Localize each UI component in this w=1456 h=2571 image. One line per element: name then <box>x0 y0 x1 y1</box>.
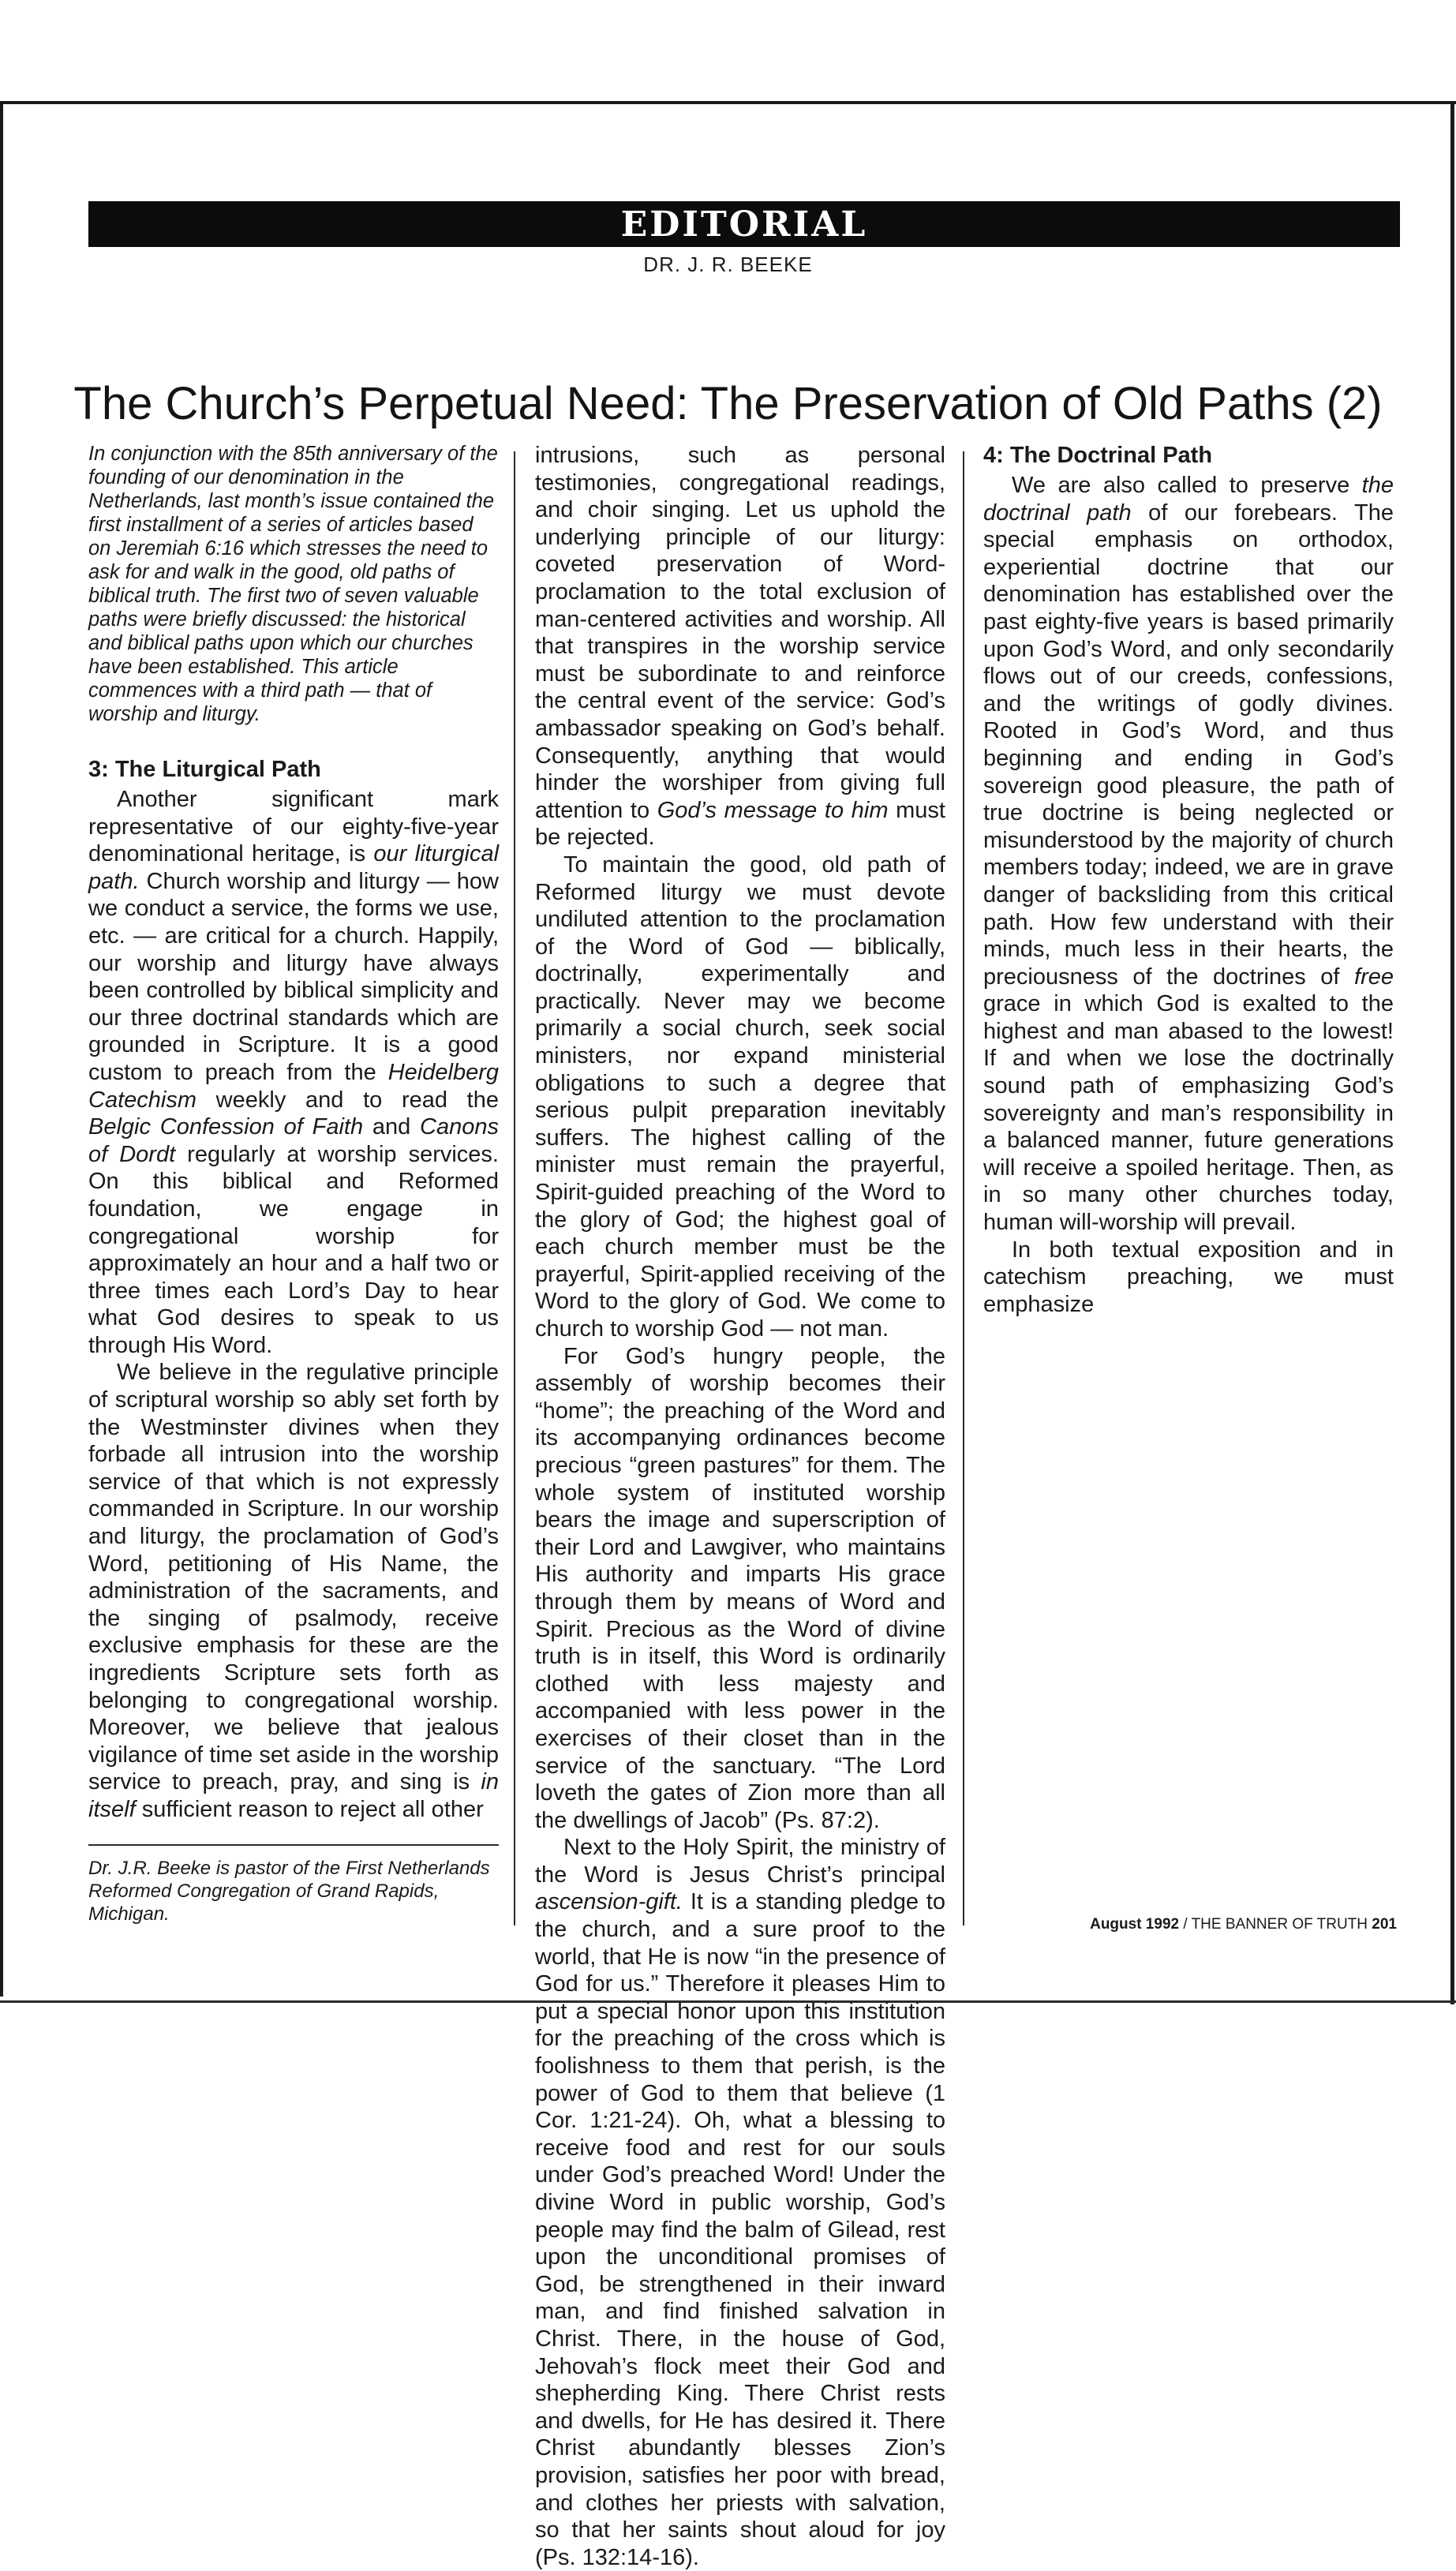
column-3 <box>983 442 1394 1318</box>
paragraph: We believe in the regulative principle of scriptural worship so ably set forth by the Westminster divines when they forbade all intrusion into the worship service of that which is not expressly commanded in Scripture. In our worship and liturgy, the proclamation of God’s Word, petitioning of His Name, the administration of the sacraments, and the singing of psalmody, receive exclusive emphasis for these are the ingredients Scripture sets forth as belonging to congregational worship. Moreover, we believe that jealous vigilance of time set aside in the worship service to preach, pray, and sing is in itself sufficient reason to reject all other <box>88 1360 499 1822</box>
column-2 <box>535 442 945 2571</box>
issue-date: August 1992 <box>1090 1916 1180 1933</box>
scan-edge-top <box>0 101 1456 104</box>
scan-edge-right <box>1450 103 1454 2004</box>
author-note-divider <box>88 1844 499 1925</box>
column-1 <box>88 442 499 1925</box>
column-divider <box>963 451 964 1925</box>
column-divider <box>514 451 515 1925</box>
article-intro: In conjunction with the 85th anniversary of the founding of our denomination in the Netherlands, last month’s issue contained the first installment of a series of articles based on Jeremiah 6:16 which stresses the need to ask for and walk in the good, old paths of biblical truth. The first two of seven valuable paths were briefly discussed: the historical and biblical paths upon which our churches have been established. This article commences with a third path — that of worship and liturgy. <box>88 443 498 725</box>
paragraph: For God’s hungry people, the assembly of worship becomes their “home”; the preaching of the Word and its accompanying ordinances become precious “green pastures” for them. The whole system of instituted worship bears the image and superscription of their Lord and Lawgiver, who maintains His authority and imparts His grace through them by means of Word and Spirit. Precious as the Word of divine truth is in itself, this Word is ordinarily clothed with less majesty and accompanied with less power in the exercises of their closet than in the service of the sanctuary. “The Lord loveth the gates of Zion more than all the dwellings of Jacob” (Ps. 87:2). <box>535 1343 945 1833</box>
page-footer <box>1026 1916 1397 1933</box>
paragraph: We are also called to preserve the doctrinal path of our forebears. The special emphasis on orthodox, experiential doctrine that our denomination has established over the past eighty-five years is based primarily upon God’s Word, and only secondarily flows out of our creeds, confessions, and the writings of godly divines. Rooted in God’s Word, and thus beginning and ending in God’s sovereign good pleasure, the path of true doctrine is being neglected or misunderstood by the majority of church members today; indeed, we are in grave danger of backsliding from this critical path. How few understand with their minds, much less in their hearts, the preciousness of the doctrines of free grace in which God is exalted to the highest and man abased to the lowest! If and when we lose the doctrinally sound path of emphasizing God’s sovereignty and man’s responsibility in a balanced manner, future generations will receive a spoiled heritage. Then, as in so many other churches today, human will-worship will prevail. <box>983 473 1394 1236</box>
paragraph: In both textual exposition and in catechism preaching, we must emphasize <box>983 1237 1394 1317</box>
section-label: EDITORIAL <box>620 204 868 245</box>
editorial-banner <box>88 201 1400 247</box>
scan-edge-left <box>0 103 3 1997</box>
paragraph: intrusions, such as personal testimonies, congregational readings, and choir singing. Let us uphold the underlying principle of our liturgy: coveted preservation of Word-proclamation to the total exclusion of man-centered activities and worship. All that transpires in the worship service must be subordinate to and reinforce the central event of the service: God’s ambassador speaking on God’s behalf. Consequently, anything that would hinder the worshiper from giving full attention to God’s message to him must be rejected. <box>535 443 945 851</box>
author-byline: DR. J. R. BEEKE <box>643 253 813 276</box>
publication-name: / THE BANNER OF TRUTH <box>1183 1916 1368 1933</box>
section-heading: 3: The Liturgical Path <box>88 757 321 782</box>
paragraph: To maintain the good, old path of Reformed liturgy we must devote undiluted attention to the proclamation of the Word of God — biblically, doctrinally, experimentally and practically. Never may we become primarily a social church, seek social ministers, nor expand ministerial obligations to such a degree that serious pulpit preparation inevitably suffers. The highest calling of the minister must remain the prayerful, Spirit-guided preaching of the Word to the glory of God; the highest goal of each church member must be the prayerful, Spirit-applied receiving of the Word to the glory of God. We come to church to worship God — not man. <box>535 851 945 1342</box>
section-heading: 4: The Doctrinal Path <box>983 443 1213 468</box>
article-title: The Church’s Perpetual Need: The Preservation of Old Paths (2) <box>73 378 1383 429</box>
page-number: 201 <box>1372 1916 1397 1933</box>
paragraph: Another significant mark representative of our eighty-five-year denominational heritage, is our liturgical path. Church worship and liturgy — how we conduct a service, the forms we use, etc. — are critical for a church. Happily, our worship and liturgy have always been controlled by biblical simplicity and our three doctrinal standards which are grounded in Scripture. It is a good custom to preach from the Heidelberg Catechism weekly and to read the Belgic Confession of Faith and Canons of Dordt regularly at worship services. On this biblical and Reformed foundation, we engage in congregational worship for approximately an hour and a half two or three times each Lord’s Day to hear what God desires to speak to us through His Word. <box>88 787 500 1358</box>
paragraph: Next to the Holy Spirit, the ministry of the Word is Jesus Christ’s principal ascension-gift. It is a standing pledge to the church, and a sure proof to the world, that He is now “in the presence of God for us.” Therefore it pleases Him to put a special honor upon this institution for the preaching of the cross which is foolishness to them that perish, is the power of God to them that believe (1 Cor. 1:21-24). Oh, what a blessing to receive food and rest for our souls under God’s preached Word! Under the divine Word in public worship, God’s people may find the balm of Gilead, rest upon the unconditional promises of God, be strengthened in their inward man, and find finished salvation in Christ. There, in the house of God, Jehovah’s flock meet their God and shepherding King. There Christ rests and dwells, for He has desired it. There Christ abundantly blesses Zion’s provision, satisfies her poor with bread, and clothes her priests with salvation, so that her saints shout aloud for joy (Ps. 132:14-16). <box>535 1835 945 2570</box>
author-note: Dr. J.R. Beeke is pastor of the First Netherlands Reformed Congregation of Grand Rapids, Michigan. <box>88 1857 490 1925</box>
